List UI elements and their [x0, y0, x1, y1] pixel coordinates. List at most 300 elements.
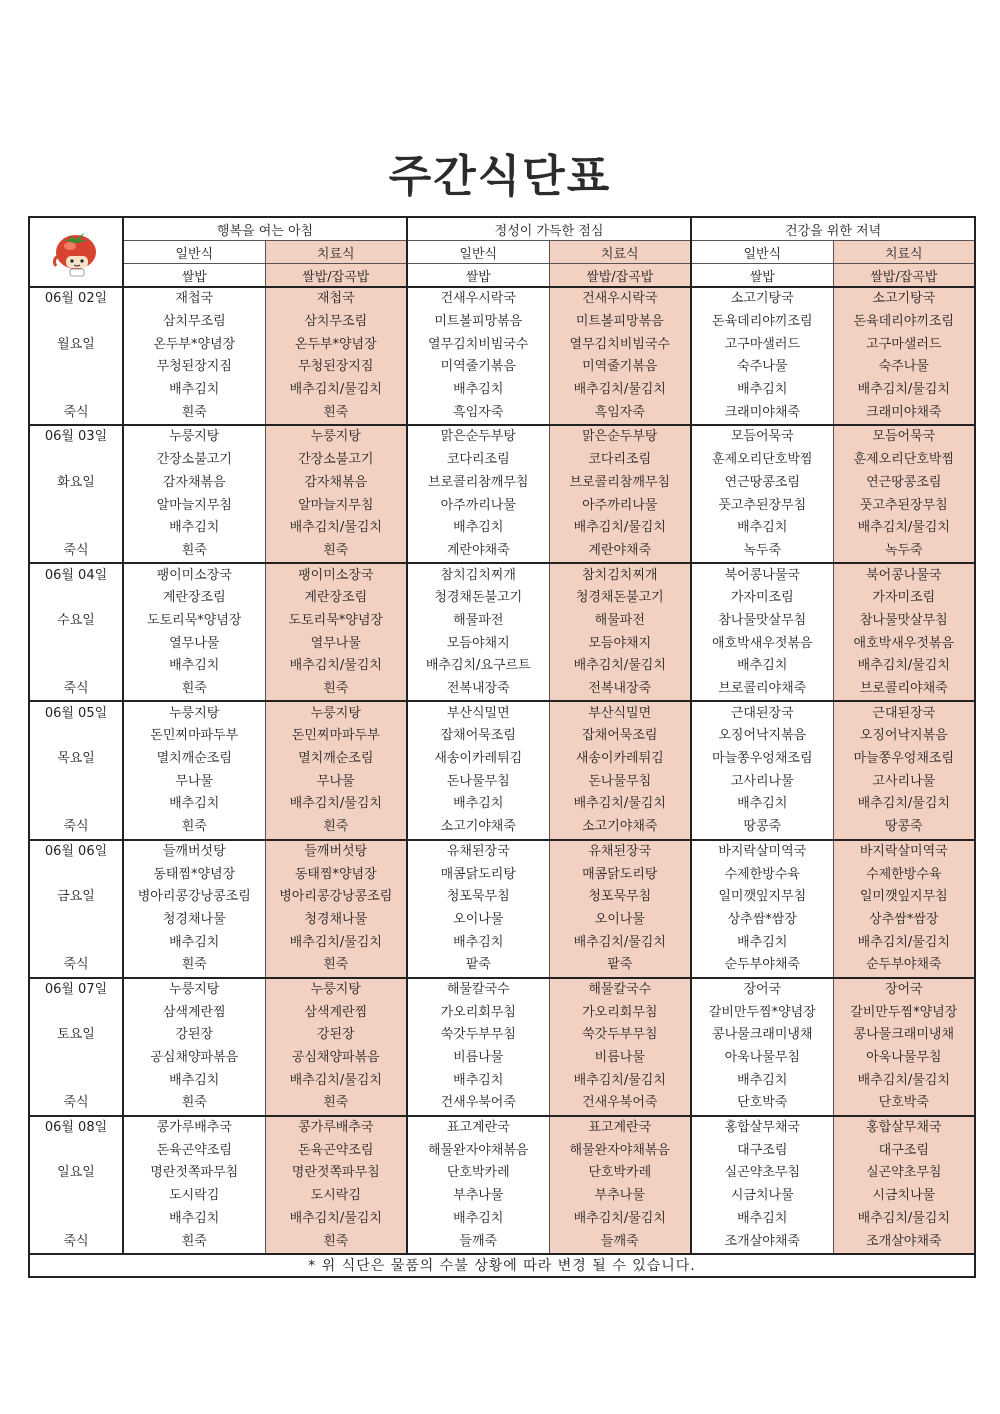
menu-item: 브로콜리야채죽 [691, 678, 833, 702]
menu-item: 비름나물 [407, 1047, 549, 1070]
menu-item: 북어콩나물국 [833, 563, 975, 587]
menu-item: 도시락김 [265, 1185, 407, 1208]
menu-row [29, 425, 975, 449]
day-weekday: 토요일 [29, 1024, 123, 1047]
menu-item: 강된장 [123, 1024, 265, 1047]
menu-row [29, 540, 975, 564]
menu-item: 배추김치 [123, 1208, 265, 1231]
menu-item: 누룽지탕 [123, 978, 265, 1002]
porridge-label: 죽식 [29, 401, 123, 425]
menu-item: 상추쌈*쌈장 [691, 909, 833, 932]
menu-row [29, 954, 975, 978]
menu-item: 배추김치 [123, 931, 265, 954]
menu-item: 알마늘지무침 [123, 494, 265, 517]
menu-item: 계란장조림 [123, 587, 265, 610]
menu-item: 부추나물 [407, 1185, 549, 1208]
menu-row [29, 401, 975, 425]
menu-item: 배추김치 [407, 1069, 549, 1092]
menu-row [29, 610, 975, 633]
menu-item: 콩가루배추국 [265, 1116, 407, 1140]
menu-item: 강된장 [265, 1024, 407, 1047]
menu-item: 배추김치/물김치 [549, 379, 691, 402]
day-label-spacer [29, 1047, 123, 1070]
menu-item: 계란야채죽 [407, 540, 549, 564]
menu-item: 순두부야채죽 [833, 954, 975, 978]
menu-item: 배추김치/물김치 [833, 655, 975, 678]
menu-item: 누룽지탕 [265, 701, 407, 725]
menu-item: 돈나물무침 [407, 770, 549, 793]
menu-item: 배추김치/물김치 [265, 517, 407, 540]
menu-item: 돈나물무침 [549, 770, 691, 793]
day-label-spacer [29, 494, 123, 517]
menu-item: 감자채볶음 [265, 472, 407, 495]
menu-item: 모듬어묵국 [691, 425, 833, 449]
menu-item: 참나물맛살무침 [833, 610, 975, 633]
menu-item: 조개살야채죽 [833, 1230, 975, 1254]
rice-cell: 쌀밥/잡곡밥 [549, 264, 691, 288]
menu-item: 삼색계란찜 [123, 1001, 265, 1024]
menu-item: 오이나물 [407, 909, 549, 932]
menu-item: 누룽지탕 [123, 701, 265, 725]
menu-item: 부산식밀면 [407, 701, 549, 725]
menu-item: 유채된장국 [407, 840, 549, 864]
menu-item: 건새우북어죽 [407, 1092, 549, 1116]
rice-cell: 쌀밥 [123, 264, 265, 288]
menu-item: 맑은순두부탕 [549, 425, 691, 449]
menu-row [29, 1139, 975, 1162]
menu-item: 해물칼국수 [549, 978, 691, 1002]
menu-item: 부추나물 [549, 1185, 691, 1208]
menu-item: 배추김치/물김치 [549, 1069, 691, 1092]
menu-item: 도토리묵*양념장 [123, 610, 265, 633]
menu-item: 배추김치 [691, 655, 833, 678]
menu-item: 흰죽 [123, 954, 265, 978]
menu-item: 단호박죽 [691, 1092, 833, 1116]
menu-row [29, 1047, 975, 1070]
menu-item: 바지락살미역국 [691, 840, 833, 864]
day-label-spacer [29, 311, 123, 334]
menu-item: 미역줄기볶음 [407, 356, 549, 379]
day-date: 06월 04일 [29, 563, 123, 587]
day-date: 06월 03일 [29, 425, 123, 449]
menu-item: 배추김치 [691, 1069, 833, 1092]
menu-item: 매콤닭도리탕 [549, 863, 691, 886]
porridge-label: 죽식 [29, 1230, 123, 1254]
menu-item: 배추김치 [691, 517, 833, 540]
meal-header-breakfast: 행복을 여는 아침 [123, 217, 407, 241]
menu-row [29, 840, 975, 864]
day-label-spacer [29, 655, 123, 678]
logo-cell [29, 217, 123, 287]
menu-item: 가자미조림 [833, 587, 975, 610]
menu-item: 배추김치/물김치 [549, 655, 691, 678]
day-label-spacer [29, 725, 123, 748]
menu-item: 배추김치/물김치 [833, 1069, 975, 1092]
menu-item: 마늘쫑우엉채조림 [833, 748, 975, 771]
menu-item: 명란젓쪽파무침 [123, 1162, 265, 1185]
day-date: 06월 05일 [29, 701, 123, 725]
menu-item: 모듬야채지 [407, 632, 549, 655]
menu-row [29, 494, 975, 517]
menu-item: 청경채돈불고기 [407, 587, 549, 610]
menu-item: 해물파전 [407, 610, 549, 633]
menu-item: 배추김치 [407, 517, 549, 540]
day-date: 06월 08일 [29, 1116, 123, 1140]
porridge-label: 죽식 [29, 954, 123, 978]
menu-item: 참치김치찌개 [407, 563, 549, 587]
menu-item: 배추김치/물김치 [265, 1208, 407, 1231]
menu-row [29, 978, 975, 1002]
menu-item: 재첩국 [265, 287, 407, 311]
menu-item: 해물칼국수 [407, 978, 549, 1002]
menu-item: 청포묵무침 [407, 886, 549, 909]
menu-item: 동태찜*양념장 [265, 863, 407, 886]
menu-item: 배추김치 [691, 931, 833, 954]
menu-item: 명란젓쪽파무침 [265, 1162, 407, 1185]
type-header-therapeutic: 치료식 [265, 241, 407, 264]
menu-item: 배추김치 [123, 655, 265, 678]
menu-item: 해물완자야채볶음 [407, 1139, 549, 1162]
menu-row [29, 931, 975, 954]
day-label-spacer [29, 863, 123, 886]
menu-item: 단호박카레 [549, 1162, 691, 1185]
day-label-spacer [29, 356, 123, 379]
rice-cell: 쌀밥 [691, 264, 833, 288]
menu-item: 간장소불고기 [265, 449, 407, 472]
menu-item: 실곤약초무침 [833, 1162, 975, 1185]
menu-item: 녹두죽 [833, 540, 975, 564]
menu-item: 돈육데리야끼조림 [691, 311, 833, 334]
menu-item: 숙주나물 [691, 356, 833, 379]
menu-item: 오징어낙지볶음 [691, 725, 833, 748]
menu-item: 멸치깨순조림 [265, 748, 407, 771]
menu-item: 브로콜리참깨무침 [549, 472, 691, 495]
day-date: 06월 07일 [29, 978, 123, 1002]
menu-item: 계란야채죽 [549, 540, 691, 564]
rice-cell: 쌀밥/잡곡밥 [833, 264, 975, 288]
menu-row [29, 1024, 975, 1047]
menu-row [29, 1208, 975, 1231]
menu-item: 배추김치 [407, 1208, 549, 1231]
menu-item: 무나물 [265, 770, 407, 793]
menu-item: 돈육곤약조림 [123, 1139, 265, 1162]
day-label-spacer [29, 449, 123, 472]
day-label-spacer [29, 793, 123, 816]
menu-row [29, 725, 975, 748]
menu-item: 건새우북어죽 [549, 1092, 691, 1116]
menu-item: 콩나물크래미냉채 [833, 1024, 975, 1047]
day-weekday: 금요일 [29, 886, 123, 909]
menu-item: 장어국 [833, 978, 975, 1002]
day-label-spacer [29, 1208, 123, 1231]
menu-item: 누룽지탕 [265, 978, 407, 1002]
porridge-label: 죽식 [29, 678, 123, 702]
menu-item: 대구조림 [691, 1139, 833, 1162]
menu-row [29, 1116, 975, 1140]
menu-item: 수제한방수육 [691, 863, 833, 886]
menu-item: 흑임자죽 [407, 401, 549, 425]
menu-item: 열무나물 [123, 632, 265, 655]
menu-item: 모듬어묵국 [833, 425, 975, 449]
type-header-regular: 일반식 [123, 241, 265, 264]
menu-item: 누룽지탕 [123, 425, 265, 449]
menu-item: 배추김치/물김치 [265, 793, 407, 816]
menu-row [29, 793, 975, 816]
menu-item: 소고기탕국 [691, 287, 833, 311]
day-label-spacer [29, 379, 123, 402]
menu-item: 흰죽 [265, 954, 407, 978]
menu-row [29, 909, 975, 932]
menu-item: 배추김치 [407, 931, 549, 954]
menu-item: 팽이미소장국 [123, 563, 265, 587]
day-weekday: 수요일 [29, 610, 123, 633]
menu-item: 숙주나물 [833, 356, 975, 379]
day-label-spacer [29, 1001, 123, 1024]
menu-item: 병아리콩강낭콩조림 [265, 886, 407, 909]
menu-item: 고사리나물 [833, 770, 975, 793]
menu-item: 고사리나물 [691, 770, 833, 793]
menu-item: 새송이카레튀김 [549, 748, 691, 771]
menu-item: 실곤약초무침 [691, 1162, 833, 1185]
menu-item: 청경채나물 [265, 909, 407, 932]
menu-item: 간장소불고기 [123, 449, 265, 472]
menu-item: 가오리회무침 [549, 1001, 691, 1024]
menu-item: 훈제오리단호박찜 [691, 449, 833, 472]
menu-row [29, 449, 975, 472]
day-label-spacer [29, 1185, 123, 1208]
menu-item: 배추김치/물김치 [833, 931, 975, 954]
menu-item: 멸치깨순조림 [123, 748, 265, 771]
type-header-therapeutic: 치료식 [833, 241, 975, 264]
menu-item: 애호박새우젓볶음 [833, 632, 975, 655]
menu-item: 표고계란국 [549, 1116, 691, 1140]
menu-item: 홍합살무채국 [833, 1116, 975, 1140]
menu-row [29, 1162, 975, 1185]
menu-item: 흰죽 [265, 401, 407, 425]
menu-row [29, 748, 975, 771]
menu-item: 들깨버섯탕 [123, 840, 265, 864]
menu-row [29, 563, 975, 587]
menu-row [29, 1001, 975, 1024]
menu-row [29, 1185, 975, 1208]
menu-row [29, 655, 975, 678]
menu-item: 병아리콩강낭콩조림 [123, 886, 265, 909]
menu-item: 전복내장죽 [407, 678, 549, 702]
menu-item: 가자미조림 [691, 587, 833, 610]
menu-item: 미역줄기볶음 [549, 356, 691, 379]
menu-row [29, 701, 975, 725]
type-header-regular: 일반식 [407, 241, 549, 264]
menu-row [29, 886, 975, 909]
menu-item: 열무김치비빔국수 [407, 333, 549, 356]
menu-item: 순두부야채죽 [691, 954, 833, 978]
menu-item: 소고기야채죽 [407, 816, 549, 840]
menu-item: 해물파전 [549, 610, 691, 633]
menu-item: 돈민찌마파두부 [123, 725, 265, 748]
menu-row [29, 1069, 975, 1092]
menu-item: 일미깻잎지무침 [833, 886, 975, 909]
menu-item: 배추김치/물김치 [549, 1208, 691, 1231]
menu-item: 마늘쫑우엉채조림 [691, 748, 833, 771]
menu-item: 갈비만두찜*양념장 [691, 1001, 833, 1024]
menu-item: 상추쌈*쌈장 [833, 909, 975, 932]
menu-item: 시금치나물 [691, 1185, 833, 1208]
menu-item: 돈육곤약조림 [265, 1139, 407, 1162]
menu-item: 표고계란국 [407, 1116, 549, 1140]
menu-item: 잡채어묵조림 [407, 725, 549, 748]
menu-row [29, 816, 975, 840]
menu-item: 흰죽 [123, 1230, 265, 1254]
day-label-spacer [29, 931, 123, 954]
menu-item: 무청된장지짐 [123, 356, 265, 379]
menu-item: 열무나물 [265, 632, 407, 655]
menu-item: 돈민찌마파두부 [265, 725, 407, 748]
porridge-label: 죽식 [29, 816, 123, 840]
menu-item: 공심채양파볶음 [265, 1047, 407, 1070]
menu-item: 비름나물 [549, 1047, 691, 1070]
menu-item: 흰죽 [265, 1092, 407, 1116]
menu-item: 쑥갓두부무침 [407, 1024, 549, 1047]
menu-row [29, 287, 975, 311]
day-date: 06월 06일 [29, 840, 123, 864]
menu-item: 청경채나물 [123, 909, 265, 932]
menu-item: 팽이미소장국 [265, 563, 407, 587]
menu-row [29, 863, 975, 886]
menu-item: 흰죽 [265, 1230, 407, 1254]
menu-item: 흰죽 [123, 678, 265, 702]
menu-item: 흰죽 [123, 1092, 265, 1116]
menu-row [29, 632, 975, 655]
menu-item: 아주까리나물 [549, 494, 691, 517]
menu-item: 배추김치 [407, 793, 549, 816]
menu-item: 부산식밀면 [549, 701, 691, 725]
day-weekday: 월요일 [29, 333, 123, 356]
type-header-therapeutic: 치료식 [549, 241, 691, 264]
day-label-spacer [29, 770, 123, 793]
menu-row [29, 1092, 975, 1116]
menu-row [29, 472, 975, 495]
menu-item: 삼색계란찜 [265, 1001, 407, 1024]
menu-item: 전복내장죽 [549, 678, 691, 702]
menu-item: 새송이카레튀김 [407, 748, 549, 771]
menu-item: 시금치나물 [833, 1185, 975, 1208]
menu-item: 들깨죽 [407, 1230, 549, 1254]
menu-item: 홍합살무채국 [691, 1116, 833, 1140]
menu-item: 흰죽 [123, 401, 265, 425]
menu-item: 수제한방수육 [833, 863, 975, 886]
menu-item: 온두부*양념장 [123, 333, 265, 356]
menu-item: 배추김치 [691, 379, 833, 402]
menu-item: 크래미야채죽 [833, 401, 975, 425]
menu-item: 단호박카레 [407, 1162, 549, 1185]
menu-item: 누룽지탕 [265, 425, 407, 449]
menu-item: 가오리회무침 [407, 1001, 549, 1024]
menu-item: 땅콩죽 [833, 816, 975, 840]
menu-item: 풋고추된장무침 [691, 494, 833, 517]
menu-item: 녹두죽 [691, 540, 833, 564]
menu-item: 바지락살미역국 [833, 840, 975, 864]
menu-item: 미트볼피망볶음 [407, 311, 549, 334]
menu-item: 아욱나물무침 [691, 1047, 833, 1070]
menu-item: 청경채돈불고기 [549, 587, 691, 610]
menu-item: 조개살야채죽 [691, 1230, 833, 1254]
day-label-spacer [29, 1139, 123, 1162]
menu-item: 오징어낙지볶음 [833, 725, 975, 748]
porridge-label: 죽식 [29, 540, 123, 564]
menu-item: 공심채양파볶음 [123, 1047, 265, 1070]
footnote: * 위 식단은 물품의 수불 상황에 따라 변경 될 수 있습니다. [29, 1254, 975, 1277]
menu-item: 알마늘지무침 [265, 494, 407, 517]
menu-item: 콩가루배추국 [123, 1116, 265, 1140]
menu-item: 유채된장국 [549, 840, 691, 864]
menu-item: 무청된장지짐 [265, 356, 407, 379]
menu-item: 참치김치찌개 [549, 563, 691, 587]
menu-item: 팥죽 [549, 954, 691, 978]
menu-item: 매콤닭도리탕 [407, 863, 549, 886]
menu-item: 연근땅콩조림 [833, 472, 975, 495]
menu-row [29, 1230, 975, 1254]
menu-item: 배추김치 [691, 793, 833, 816]
menu-row [29, 379, 975, 402]
tomato-mascot-logo [46, 222, 106, 278]
menu-item: 배추김치/물김치 [833, 793, 975, 816]
menu-body [29, 287, 975, 1254]
menu-item: 단호박죽 [833, 1092, 975, 1116]
menu-item: 코다리조림 [407, 449, 549, 472]
menu-item: 장어국 [691, 978, 833, 1002]
menu-item: 도시락김 [123, 1185, 265, 1208]
type-header-regular: 일반식 [691, 241, 833, 264]
menu-item: 북어콩나물국 [691, 563, 833, 587]
menu-item: 고구마샐러드 [833, 333, 975, 356]
menu-item: 미트볼피망볶음 [549, 311, 691, 334]
menu-item: 일미깻잎지무침 [691, 886, 833, 909]
menu-item: 소고기야채죽 [549, 816, 691, 840]
day-label-spacer [29, 1069, 123, 1092]
menu-item: 배추김치/물김치 [265, 379, 407, 402]
meal-header-dinner: 건강을 위한 저녁 [691, 217, 975, 241]
menu-item: 콩나물크래미냉채 [691, 1024, 833, 1047]
porridge-label: 죽식 [29, 1092, 123, 1116]
menu-item: 갈비만두찜*양념장 [833, 1001, 975, 1024]
menu-item: 배추김치/물김치 [833, 379, 975, 402]
rice-cell: 쌀밥 [407, 264, 549, 288]
menu-item: 배추김치/물김치 [833, 517, 975, 540]
menu-item: 흰죽 [123, 816, 265, 840]
menu-item: 배추김치 [691, 1208, 833, 1231]
menu-item: 코다리조림 [549, 449, 691, 472]
menu-item: 흰죽 [265, 678, 407, 702]
menu-item: 아주까리나물 [407, 494, 549, 517]
menu-item: 소고기탕국 [833, 287, 975, 311]
menu-item: 온두부*양념장 [265, 333, 407, 356]
menu-item: 잡채어묵조림 [549, 725, 691, 748]
menu-item: 훈제오리단호박찜 [833, 449, 975, 472]
menu-item: 들깨버섯탕 [265, 840, 407, 864]
menu-item: 삼치무조림 [265, 311, 407, 334]
menu-item: 삼치무조림 [123, 311, 265, 334]
menu-item: 배추김치/물김치 [265, 655, 407, 678]
menu-item: 땅콩죽 [691, 816, 833, 840]
menu-item: 브로콜리참깨무침 [407, 472, 549, 495]
menu-item: 계란장조림 [265, 587, 407, 610]
menu-row [29, 587, 975, 610]
menu-item: 배추김치/물김치 [265, 931, 407, 954]
menu-item: 흑임자죽 [549, 401, 691, 425]
menu-item: 청포묵무침 [549, 886, 691, 909]
menu-item: 대구조림 [833, 1139, 975, 1162]
day-label-spacer [29, 632, 123, 655]
